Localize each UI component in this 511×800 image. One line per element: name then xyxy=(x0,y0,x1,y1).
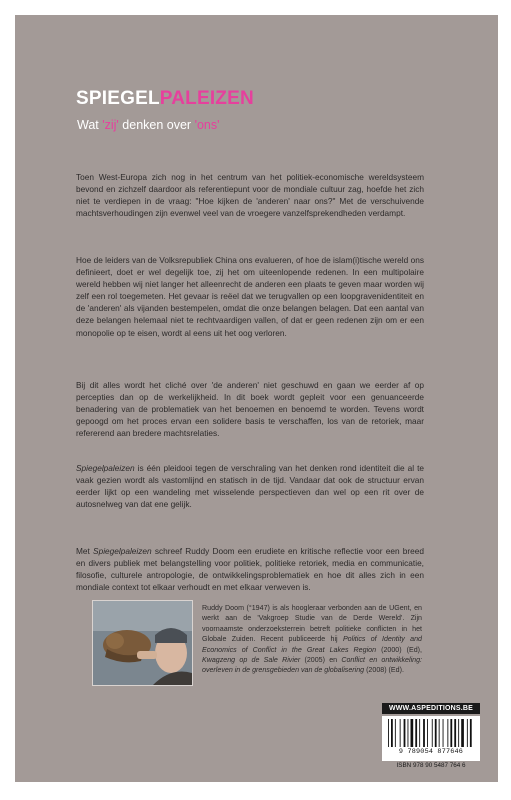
blurb-paragraph-5 xyxy=(76,545,424,593)
bio-text-3: (2005) en xyxy=(300,656,342,665)
barcode-bar xyxy=(450,719,452,747)
barcode xyxy=(382,716,480,761)
author-bio xyxy=(202,603,422,676)
bio-publication-1: Politics of Identity and Economics of Conflict in the Great Lakes Region xyxy=(202,635,422,654)
paragraph-5-text: schreef Ruddy Doom een erudiete en kritische reflectie voor een breed en divers publiek met belangstelling voor politiek, politieke retoriek, media en communicatie, filosofie, culturele antropologie, de ontwikkelingsproblematiek en hoe dit alles zich in een mondiale context tot elkaar verhoudt en met elkaar verweven is. xyxy=(76,546,424,593)
book-title-italic: Spiegelpaleizen xyxy=(76,463,135,473)
blurb-paragraph-3: Bij dit alles wordt het cliché over 'de anderen' niet geschuwd en gaan we eerder af op percepties dan op de werkelijkheid. In dit boek wordt gepleit voor een genuanceerde benadering van de problematiek van het benoemen en benoemd te worden. Tevens wordt gepoogd om het proces ervan een solidere basis te verschaffen, los van de retoriek, maar refererend aan bredere machtsrelaties. xyxy=(76,380,424,439)
barcode-bar xyxy=(470,719,472,747)
barcode-bar xyxy=(415,719,417,747)
barcode-bar xyxy=(395,719,396,747)
barcode-bar xyxy=(408,719,409,747)
subtitle-zij: 'zij' xyxy=(102,118,119,132)
bio-text-1: Ruddy Doom (°1947) is als hoogleraar verbonden aan de UGent, en werkt aan de 'Vakgroep Studie van de Derde Wereld'. Zijn voornaamste onderzoeksterrein betreft politieke conflicten in het Globale Zuiden. Recent publiceerde hij xyxy=(202,604,422,644)
barcode-bar xyxy=(388,719,389,747)
isbn: ISBN 978 90 5487 764 6 xyxy=(396,762,466,769)
barcode-digits: 9 789054 877646 xyxy=(398,748,464,756)
subtitle-ons: 'ons' xyxy=(194,118,220,132)
book-title xyxy=(76,89,254,108)
bio-publication-3: Conflict en ontwikkeling: overleven in de grensgebieden van de globalisering xyxy=(202,656,423,675)
blurb-paragraph-4 xyxy=(76,462,424,510)
author-photo xyxy=(92,600,193,686)
barcode-bar xyxy=(404,719,406,747)
bio-text-4: (2008) (Ed). xyxy=(364,666,404,675)
barcode-bar xyxy=(432,719,433,747)
paragraph-4-text: is één pleidooi tegen de verschraling van het denken rond identiteit die al te vaak gezien wordt als vastomlijnd en statisch in de tijd. Vandaar dat ook de structuur ervan eerder lijkt op een wandeling met wisselende perspectieven dan wel op een rit over de autosnelweg van dat ene gelijk. xyxy=(76,463,424,510)
bio-text-2: (2000) (Ed), xyxy=(376,645,422,654)
barcode-bar xyxy=(411,719,414,747)
barcode-bar xyxy=(400,719,401,747)
book-title-italic: Spiegelpaleizen xyxy=(93,546,152,556)
barcode-bar xyxy=(439,719,440,747)
publisher-url: WWW.ASPEDITIONS.BE xyxy=(382,703,480,714)
subtitle-mid: denken over xyxy=(118,118,195,132)
blurb-paragraph-2: Hoe de leiders van de Volksrepubliek China ons evalueren, of hoe de islam(i)tische wereld ons definieert, doet er wel degelijk toe, zij het om uiteenlopende redenen. In een multipolaire wereld hebben wij niet langer het alleenrecht de anderen een plaats te geven maar worden wij zelf een rol toegemeten. Het gevaar is reëel dat we terugvallen op een loopgravenidentiteit en de 'anderen' als vijanden bestempelen, omdat die onze belangen belagen. Dat een aantal van deze belangen helemaal niet te rechtvaardigen vallen, of dat er geen redenen zijn om er een monopolie op te eisen, wordt al eens uit het oog verloren. xyxy=(76,255,424,338)
title-part-pink: PALEIZEN xyxy=(159,88,254,109)
author-photo-illustration xyxy=(93,601,192,685)
barcode-bar xyxy=(391,719,393,747)
barcode-bar xyxy=(423,719,425,747)
barcode-bar xyxy=(458,719,459,747)
barcode-bar xyxy=(447,719,448,747)
paragraph-5-start: Met xyxy=(76,546,94,556)
barcode-bar xyxy=(454,719,456,747)
barcode-bar xyxy=(467,719,468,747)
barcode-bar xyxy=(443,719,444,747)
blurb-paragraph-1: Toen West-Europa zich nog in het centrum van het politiek-economische wereldsysteem bevond en zichzelf daardoor als referentiepunt voor de mondiale cultuur zag, hoefde het zich niet te verdiepen in de vraag: "Hoe kijken de 'anderen' naar ons?" Met de verschuivende machtsverhoudingen zijn evenwel veel van de vroegere vanzelfsprekendheden verdampt. xyxy=(76,172,424,219)
subtitle-pre: Wat xyxy=(77,118,103,132)
title-part-white: SPIEGEL xyxy=(76,88,160,109)
barcode-bars xyxy=(382,716,480,749)
barcode-bar xyxy=(419,719,420,747)
bio-publication-2: Kwagzeng op de Sale Rivier xyxy=(202,656,301,665)
barcode-bar xyxy=(427,719,428,747)
barcode-bar xyxy=(461,719,464,747)
book-subtitle xyxy=(77,119,220,132)
barcode-bar xyxy=(435,719,437,747)
